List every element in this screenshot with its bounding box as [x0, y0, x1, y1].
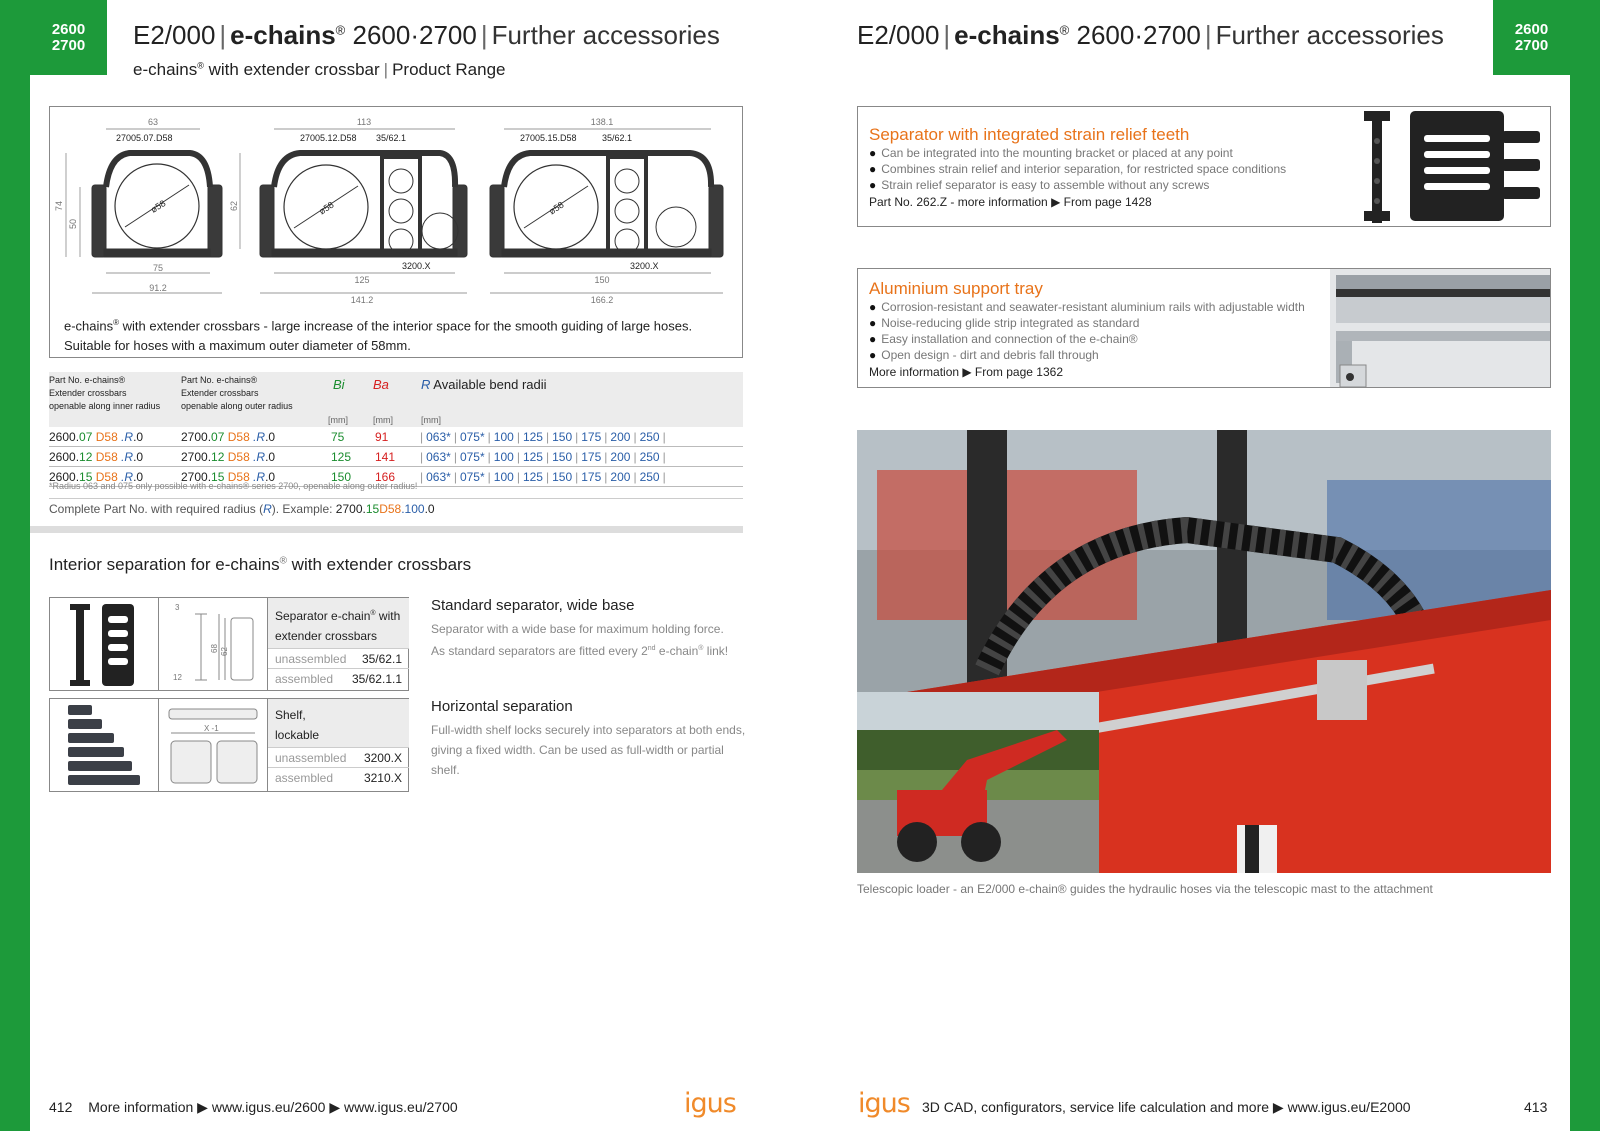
dim-top-3: 138.1 [590, 117, 614, 127]
separator-label-3: 35/62.1 [602, 133, 633, 143]
tab-line-1: 2600 [51, 21, 86, 38]
dim-inner-2: 125 [354, 275, 370, 285]
aluminium-tray-image [1330, 269, 1550, 388]
dim-outer-1: 91.2 [149, 283, 167, 293]
strain-relief-separator-image [1360, 107, 1550, 227]
part-no-outer: 2700.12 D58 .R.0 [181, 450, 276, 464]
bi-value: 125 [331, 450, 352, 464]
footer-links-left[interactable]: More information ▶ www.igus.eu/2600 ▶ www.igus.eu/2700 [88, 1099, 458, 1115]
table-row [49, 447, 743, 467]
page-number-left: 412 [49, 1099, 73, 1115]
part-no-inner: 2600.12 D58 .R.0 [49, 450, 144, 464]
page-number-right: 413 [1524, 1099, 1548, 1115]
col-header-inner: Part No. e-chains® Extender crossbars openable along inner radius [49, 375, 161, 411]
igus-logo-left: igus [684, 1088, 736, 1119]
shelf-description: Horizontal separation Full-width shelf locks securely into separators at both ends, giving a fixed width. Can be used as full-width or partial shelf. [431, 698, 751, 780]
part-no-outer: 2700.07 D58 .R.0 [181, 430, 276, 444]
left-edge-bar [0, 0, 30, 1131]
shelf-accessory-box [49, 698, 409, 792]
table-header [49, 372, 743, 414]
svg-text:68: 68 [210, 644, 219, 653]
separator-label-2: 35/62.1 [376, 133, 407, 143]
col-header-radii: R Available bend radii [421, 377, 547, 392]
product-table [49, 372, 743, 487]
complete-part-no: Complete Part No. with required radius (R). Example: 2700.15D58.100.0 [49, 498, 743, 516]
tab-line-2: 2700 [1514, 37, 1549, 54]
separator-description: Standard separator, wide base Separator with a wide base for maximum holding force. As standard separators are fitted every 2nd e-chain® link! [431, 597, 751, 661]
separator-title: Standard separator, wide base [431, 597, 635, 614]
hose-dia-1: ø58 [148, 198, 168, 215]
chain-cross-section-drawing [50, 107, 744, 307]
aluminium-support-tray-box [857, 268, 1551, 388]
part-no-outer: 2700.15 D58 .R.0 [181, 470, 276, 484]
drawing-caption: e-chains® with extender crossbars - large increase of the interior space for the smooth guiding of large hoses. Suitable for hoses with a maximum outer diameter of 58mm. [64, 318, 693, 354]
page-title-left: E2/000 | e-chains® 2600·2700 | Further accessories [133, 20, 720, 50]
separator-part-info: Separator e-chain® with extender crossbars unassembled 35/62.1 assembled 35/62.1.1 [268, 598, 409, 688]
separator-photo [50, 598, 159, 690]
shelf-drawing [159, 699, 268, 791]
shelf-photo [50, 699, 159, 791]
series-tab-right [1493, 0, 1570, 75]
ba-value: 166 [375, 470, 396, 484]
tab-line-2: 2700 [51, 37, 86, 54]
shelf-label-2: 3200.X [402, 261, 431, 271]
ba-value: 91 [375, 430, 389, 444]
bi-value: 75 [331, 430, 345, 444]
dim-top-1: 63 [147, 117, 159, 127]
strain-relief-separator-box [857, 106, 1551, 227]
feature-more-link[interactable]: Part No. 262.Z - more information ▶ From page 1428 [869, 195, 1152, 209]
hose-dia-3: ø58 [547, 199, 566, 217]
svg-text:12: 12 [173, 673, 182, 682]
bend-radii-list: | 063* | 075* | 100 | 125 | 150 | 175 | 200 | 250 | [420, 470, 666, 484]
part-label-3: 27005.15.D58 [520, 133, 577, 143]
tab-line-1: 2600 [1514, 21, 1549, 38]
dim-height-3: 62 [229, 200, 239, 211]
series-tab-left [30, 0, 107, 75]
col-header-outer: Part No. e-chains® Extender crossbars openable along outer radius [181, 375, 293, 411]
feature-bullets: ● Corrosion-resistant and seawater-resistant aluminium rails with adjustable width ● Noise-reducing glide strip integrated as standard ● Easy installation and connection of the e-chain® ● Open design - dirt and debris fall through [869, 299, 1305, 363]
separator-drawing [159, 598, 268, 690]
technical-drawing-box [49, 106, 743, 358]
separator-accessory-box [49, 597, 409, 691]
feature-title: Separator with integrated strain relief teeth [869, 125, 1190, 144]
svg-text:62: 62 [220, 647, 229, 656]
svg-text:X -1: X -1 [204, 724, 219, 733]
dim-outer-2: 141.2 [350, 295, 374, 305]
page-title-right: E2/000 | e-chains® 2600·2700 | Further accessories [857, 20, 1444, 50]
dim-outer-3: 166.2 [590, 295, 614, 305]
bend-radii-list: | 063* | 075* | 100 | 125 | 150 | 175 | 200 | 250 | [420, 450, 666, 464]
interior-separation-title: Interior separation for e-chains® with extender crossbars [49, 555, 472, 574]
footer-left [49, 1099, 458, 1116]
bi-value: 150 [331, 470, 352, 484]
part-label-1: 27005.07.D58 [116, 133, 173, 143]
telescopic-loader-photo [857, 430, 1551, 873]
footer-links-right[interactable]: 3D CAD, configurators, service life calculation and more ▶ www.igus.eu/E2000 [922, 1099, 1411, 1115]
part-no-inner: 2600.07 D58 .R.0 [49, 430, 144, 444]
part-label-2: 27005.12.D58 [300, 133, 357, 143]
shelf-label-3: 3200.X [630, 261, 659, 271]
shelf-part-info: Shelf, lockable unassembled 3200.X assembled 3210.X [268, 699, 409, 787]
hose-dia-2: ø58 [317, 199, 336, 217]
feature-more-link[interactable]: More information ▶ From page 1362 [869, 365, 1063, 379]
table-row [49, 427, 743, 447]
photo-caption: Telescopic loader - an E2/000 e-chain® guides the hydraulic hoses via the telescopic mast to the attachment [857, 882, 1433, 896]
dim-inner-1: 75 [152, 263, 164, 273]
feature-title: Aluminium support tray [869, 279, 1043, 298]
igus-logo-right: igus [858, 1088, 910, 1119]
ba-value: 141 [375, 450, 396, 464]
part-no-inner: 2600.15 D58 .R.0 [49, 470, 144, 484]
dim-height-1: 74 [54, 200, 64, 211]
section-divider [30, 526, 743, 533]
table-footnote: *Radius 063 and 075 only possible with e-chains® series 2700, openable along outer radius! [49, 481, 418, 491]
page-subtitle: e-chains® with extender crossbar | Product Range [133, 60, 506, 79]
col-header-ba: Ba [373, 377, 389, 392]
dim-height-2: 50 [68, 218, 78, 229]
svg-text:3: 3 [175, 603, 180, 612]
bend-radii-list: | 063* | 075* | 100 | 125 | 150 | 175 | 200 | 250 | [420, 430, 666, 444]
units-row: [mm] [mm] [mm] [49, 414, 743, 427]
dim-inner-3: 150 [594, 275, 610, 285]
feature-bullets: ● Can be integrated into the mounting bracket or placed at any point ● Combines strain relief and interior separation, for restricted space conditions ● Strain relief separator is easy to assemble without any screws [869, 145, 1286, 193]
col-header-bi: Bi [333, 377, 345, 392]
dim-top-2: 113 [356, 117, 372, 127]
right-edge-bar [1570, 0, 1600, 1131]
shelf-title: Horizontal separation [431, 698, 573, 715]
